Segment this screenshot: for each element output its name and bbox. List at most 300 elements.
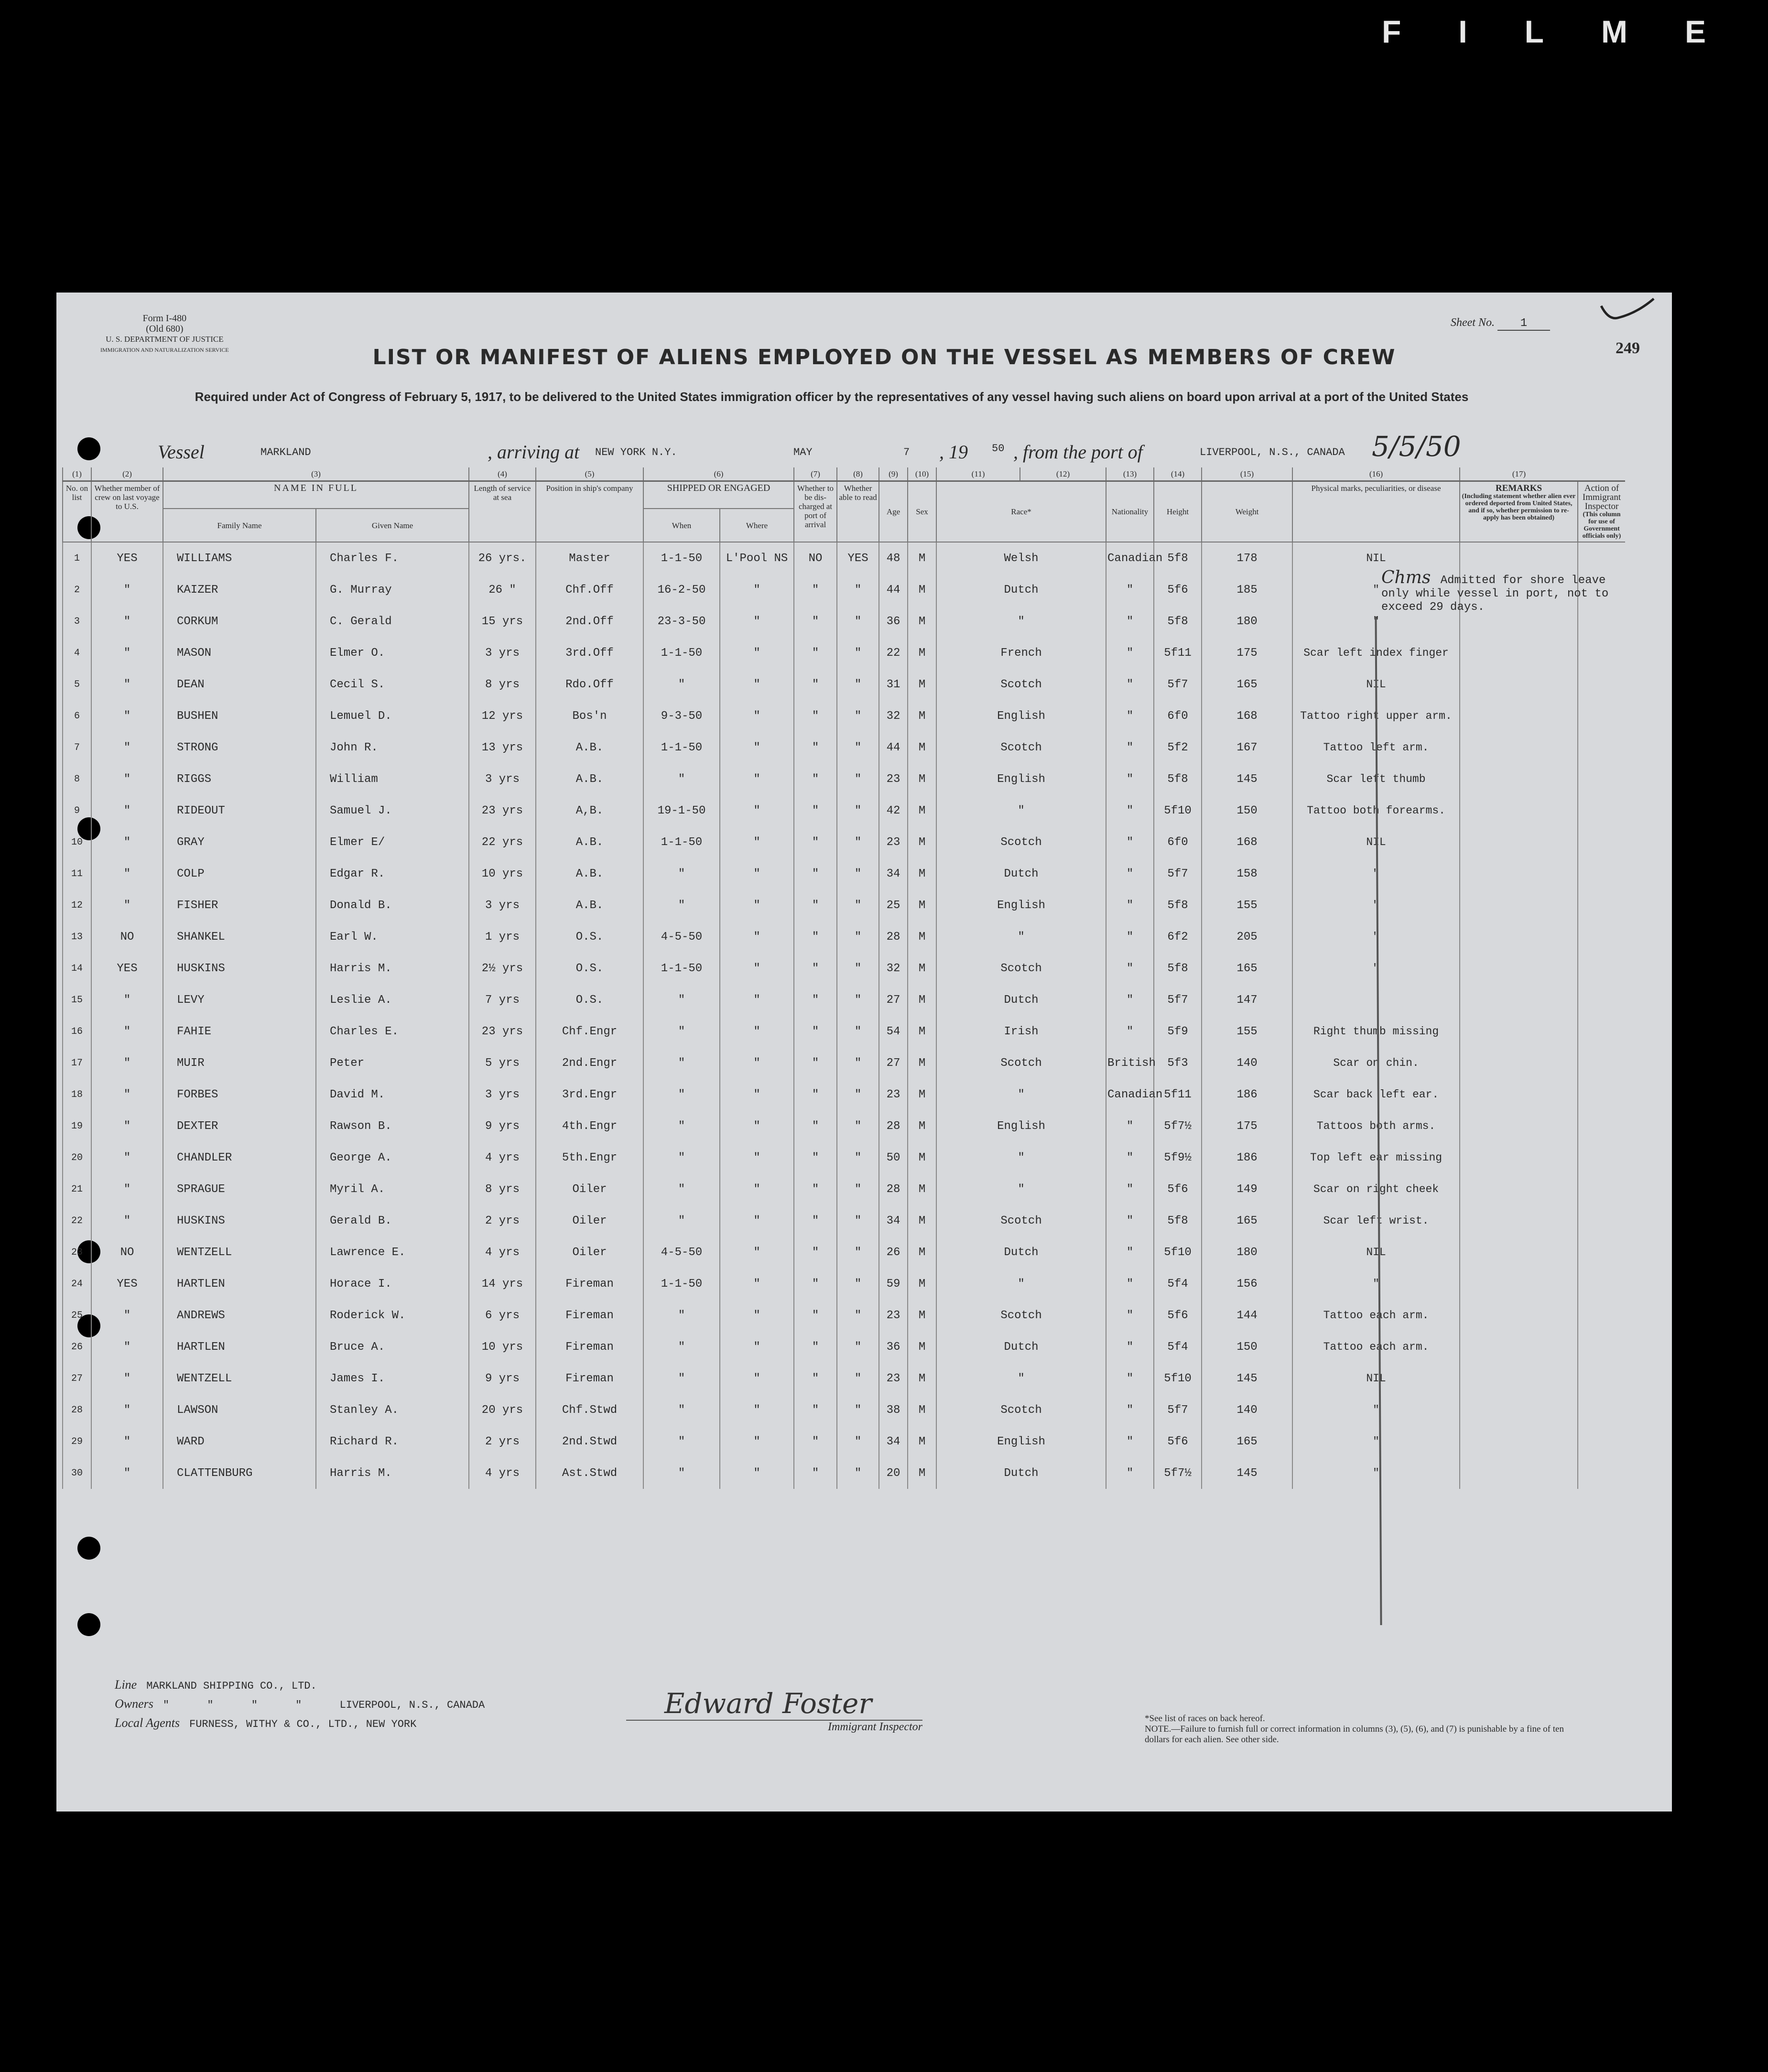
given-name: Lemuel D. bbox=[316, 700, 469, 732]
table-row bbox=[63, 953, 1625, 984]
col-num: (1) bbox=[63, 467, 91, 481]
shipped-when: " bbox=[643, 1394, 720, 1426]
remarks-cell bbox=[1460, 984, 1578, 1016]
row-number: 18 bbox=[63, 1079, 91, 1110]
discharged: " bbox=[794, 1016, 837, 1047]
last-voyage: " bbox=[91, 890, 163, 921]
height: 5f8 bbox=[1154, 542, 1202, 574]
row-number: 30 bbox=[63, 1457, 91, 1489]
remarks-cell bbox=[1460, 795, 1578, 826]
year-prefix: , 19 bbox=[939, 441, 968, 463]
position: Fireman bbox=[536, 1331, 643, 1363]
nationality: British bbox=[1106, 1047, 1154, 1079]
length-of-service: 26 yrs. bbox=[469, 542, 536, 574]
row-number: 9 bbox=[63, 795, 91, 826]
family-name: DEAN bbox=[163, 669, 316, 700]
table-row bbox=[63, 763, 1625, 795]
shipped-when: " bbox=[643, 669, 720, 700]
remarks-cell bbox=[1460, 1426, 1578, 1457]
table-row bbox=[63, 1142, 1625, 1173]
physical-marks: Scar back left ear. bbox=[1292, 1079, 1460, 1110]
punch-hole bbox=[77, 437, 100, 460]
last-voyage: " bbox=[91, 700, 163, 732]
shipped-where: " bbox=[720, 637, 794, 669]
able-to-read: " bbox=[837, 1331, 879, 1363]
inspector-cell bbox=[1578, 732, 1625, 763]
weight: 165 bbox=[1202, 1426, 1292, 1457]
weight: 168 bbox=[1202, 826, 1292, 858]
able-to-read: YES bbox=[837, 542, 879, 574]
row-number: 26 bbox=[63, 1331, 91, 1363]
given-name: Earl W. bbox=[316, 921, 469, 953]
given-name: William bbox=[316, 763, 469, 795]
able-to-read: " bbox=[837, 1457, 879, 1489]
weight: 167 bbox=[1202, 732, 1292, 763]
age: 31 bbox=[879, 669, 908, 700]
nationality: Canadian bbox=[1106, 542, 1154, 574]
sex: M bbox=[908, 763, 936, 795]
age: 50 bbox=[879, 1142, 908, 1173]
shipped-when: " bbox=[643, 1110, 720, 1142]
nationality: " bbox=[1106, 1363, 1154, 1394]
sex: M bbox=[908, 858, 936, 890]
height: 5f8 bbox=[1154, 606, 1202, 637]
sex: M bbox=[908, 953, 936, 984]
page-title: LIST OR MANIFEST OF ALIENS EMPLOYED ON THE VESSEL AS MEMBERS OF CREW bbox=[372, 345, 1396, 369]
shipped-where: " bbox=[720, 984, 794, 1016]
length-of-service: 2 yrs bbox=[469, 1205, 536, 1237]
race: " bbox=[936, 795, 1106, 826]
length-of-service: 4 yrs bbox=[469, 1142, 536, 1173]
last-voyage: NO bbox=[91, 1237, 163, 1268]
height: 5f2 bbox=[1154, 732, 1202, 763]
height: 6f2 bbox=[1154, 921, 1202, 953]
shipped-when: 4-5-50 bbox=[643, 1237, 720, 1268]
race: Scotch bbox=[936, 826, 1106, 858]
nationality: " bbox=[1106, 700, 1154, 732]
shipped-when: " bbox=[643, 1142, 720, 1173]
able-to-read: " bbox=[837, 1016, 879, 1047]
shipped-when: " bbox=[643, 1363, 720, 1394]
sex: M bbox=[908, 1268, 936, 1300]
height: 5f8 bbox=[1154, 763, 1202, 795]
age: 23 bbox=[879, 763, 908, 795]
header-age: Age bbox=[879, 481, 908, 542]
shipped-when: " bbox=[643, 1173, 720, 1205]
weight: 186 bbox=[1202, 1079, 1292, 1110]
inspector-cell bbox=[1578, 669, 1625, 700]
able-to-read: " bbox=[837, 1173, 879, 1205]
last-voyage: " bbox=[91, 606, 163, 637]
last-voyage: " bbox=[91, 795, 163, 826]
row-number: 2 bbox=[63, 574, 91, 606]
inspector-subtitle: (This column for use of Government officials only) bbox=[1582, 511, 1621, 540]
shipped-when: " bbox=[643, 1047, 720, 1079]
family-name: HARTLEN bbox=[163, 1331, 316, 1363]
last-voyage: " bbox=[91, 826, 163, 858]
family-name: SHANKEL bbox=[163, 921, 316, 953]
header-weight: Weight bbox=[1202, 481, 1292, 542]
position: A.B. bbox=[536, 826, 643, 858]
inspector-cell bbox=[1578, 1363, 1625, 1394]
arriving-label: , arriving at bbox=[488, 441, 580, 463]
discharged: " bbox=[794, 1110, 837, 1142]
sex: M bbox=[908, 669, 936, 700]
discharged: " bbox=[794, 984, 837, 1016]
arrival-port: NEW YORK N.Y. bbox=[595, 446, 677, 458]
shipped-where: " bbox=[720, 669, 794, 700]
row-number: 17 bbox=[63, 1047, 91, 1079]
table-row bbox=[63, 1047, 1625, 1079]
length-of-service: 23 yrs bbox=[469, 1016, 536, 1047]
weight: 156 bbox=[1202, 1268, 1292, 1300]
discharged: " bbox=[794, 953, 837, 984]
crew-manifest-table bbox=[62, 467, 1625, 1489]
given-name: George A. bbox=[316, 1142, 469, 1173]
position: Master bbox=[536, 542, 643, 574]
last-voyage: " bbox=[91, 1363, 163, 1394]
height: 5f7½ bbox=[1154, 1457, 1202, 1489]
physical-marks: Tattoo left arm. bbox=[1292, 732, 1460, 763]
sex: M bbox=[908, 1394, 936, 1426]
col-num: (9) bbox=[879, 467, 908, 481]
given-name: Richard R. bbox=[316, 1426, 469, 1457]
given-name: Edgar R. bbox=[316, 858, 469, 890]
length-of-service: 10 yrs bbox=[469, 858, 536, 890]
remarks-cell bbox=[1460, 1268, 1578, 1300]
length-of-service: 13 yrs bbox=[469, 732, 536, 763]
weight: 155 bbox=[1202, 1016, 1292, 1047]
position: Rdo.Off bbox=[536, 669, 643, 700]
shipped-where: " bbox=[720, 1142, 794, 1173]
physical-marks: " bbox=[1292, 953, 1460, 984]
weight: 165 bbox=[1202, 953, 1292, 984]
col-num: (8) bbox=[837, 467, 879, 481]
able-to-read: " bbox=[837, 890, 879, 921]
shipped-where: " bbox=[720, 1047, 794, 1079]
given-name: Cecil S. bbox=[316, 669, 469, 700]
height: 5f7 bbox=[1154, 858, 1202, 890]
position: Chf.Stwd bbox=[536, 1394, 643, 1426]
footer-fields bbox=[115, 1678, 688, 1735]
header-family-name: Family Name bbox=[163, 509, 316, 542]
table-row bbox=[63, 1394, 1625, 1426]
height: 5f7 bbox=[1154, 984, 1202, 1016]
shipped-where: " bbox=[720, 1426, 794, 1457]
race: Irish bbox=[936, 1016, 1106, 1047]
family-name: WILLIAMS bbox=[163, 542, 316, 574]
length-of-service: 3 yrs bbox=[469, 890, 536, 921]
last-voyage: " bbox=[91, 984, 163, 1016]
row-number: 5 bbox=[63, 669, 91, 700]
last-voyage: " bbox=[91, 574, 163, 606]
height: 5f10 bbox=[1154, 795, 1202, 826]
remarks-cell bbox=[1460, 1237, 1578, 1268]
able-to-read: " bbox=[837, 1110, 879, 1142]
position: 3rd.Off bbox=[536, 637, 643, 669]
given-name: Gerald B. bbox=[316, 1205, 469, 1237]
department-name: U. S. DEPARTMENT OF JUSTICE bbox=[106, 335, 224, 344]
row-number: 8 bbox=[63, 763, 91, 795]
shipped-where: " bbox=[720, 1331, 794, 1363]
family-name: BUSHEN bbox=[163, 700, 316, 732]
sheet-label: Sheet No. bbox=[1451, 316, 1495, 329]
height: 5f4 bbox=[1154, 1268, 1202, 1300]
inspector-label: Immigrant Inspector bbox=[828, 1721, 922, 1733]
nationality: " bbox=[1106, 1268, 1154, 1300]
height: 5f6 bbox=[1154, 1300, 1202, 1331]
length-of-service: 14 yrs bbox=[469, 1268, 536, 1300]
race: Scotch bbox=[936, 732, 1106, 763]
position: O.S. bbox=[536, 984, 643, 1016]
weight: 140 bbox=[1202, 1047, 1292, 1079]
discharged: " bbox=[794, 1173, 837, 1205]
weight: 185 bbox=[1202, 574, 1292, 606]
family-name: DEXTER bbox=[163, 1110, 316, 1142]
position: Chf.Off bbox=[536, 574, 643, 606]
able-to-read: " bbox=[837, 1047, 879, 1079]
physical-marks: NIL bbox=[1292, 1363, 1460, 1394]
nationality: " bbox=[1106, 826, 1154, 858]
last-voyage: " bbox=[91, 1110, 163, 1142]
shipped-when: " bbox=[643, 1079, 720, 1110]
remarks-cell bbox=[1460, 1331, 1578, 1363]
sheet-number-value: 1 bbox=[1497, 317, 1550, 331]
inspector-cell bbox=[1578, 1110, 1625, 1142]
row-number: 27 bbox=[63, 1363, 91, 1394]
race: Dutch bbox=[936, 1331, 1106, 1363]
nationality: " bbox=[1106, 1016, 1154, 1047]
nationality: " bbox=[1106, 637, 1154, 669]
given-name: Stanley A. bbox=[316, 1394, 469, 1426]
arrival-day: 7 bbox=[903, 446, 910, 458]
row-number: 14 bbox=[63, 953, 91, 984]
able-to-read: " bbox=[837, 763, 879, 795]
family-name: FISHER bbox=[163, 890, 316, 921]
height: 5f8 bbox=[1154, 953, 1202, 984]
shipped-when: 1-1-50 bbox=[643, 732, 720, 763]
physical-marks: " bbox=[1292, 574, 1460, 606]
height: 5f10 bbox=[1154, 1363, 1202, 1394]
table-row bbox=[63, 1268, 1625, 1300]
position: A.B. bbox=[536, 732, 643, 763]
weight: 165 bbox=[1202, 669, 1292, 700]
handwritten-date: 5/5/50 bbox=[1372, 430, 1461, 463]
sex: M bbox=[908, 1331, 936, 1363]
race: Scotch bbox=[936, 669, 1106, 700]
given-name: Rawson B. bbox=[316, 1110, 469, 1142]
able-to-read: " bbox=[837, 1268, 879, 1300]
row-number: 23 bbox=[63, 1237, 91, 1268]
length-of-service: 6 yrs bbox=[469, 1300, 536, 1331]
weight: 178 bbox=[1202, 542, 1292, 574]
vessel-label: Vessel bbox=[158, 441, 205, 463]
column-number-row bbox=[63, 467, 1625, 481]
height: 6f0 bbox=[1154, 700, 1202, 732]
sex: M bbox=[908, 795, 936, 826]
physical-marks: Scar on chin. bbox=[1292, 1047, 1460, 1079]
header-inspector-action bbox=[1578, 481, 1625, 542]
length-of-service: 2½ yrs bbox=[469, 953, 536, 984]
age: 34 bbox=[879, 858, 908, 890]
row-number: 28 bbox=[63, 1394, 91, 1426]
race: French bbox=[936, 637, 1106, 669]
checkmark-icon bbox=[1599, 296, 1656, 330]
row-number: 7 bbox=[63, 732, 91, 763]
discharged: NO bbox=[794, 542, 837, 574]
family-name: WARD bbox=[163, 1426, 316, 1457]
shipped-when: 9-3-50 bbox=[643, 700, 720, 732]
table-row bbox=[63, 1300, 1625, 1331]
family-name: FORBES bbox=[163, 1079, 316, 1110]
nationality: " bbox=[1106, 763, 1154, 795]
table-row bbox=[63, 1331, 1625, 1363]
inspector-cell bbox=[1578, 1457, 1625, 1489]
age: 34 bbox=[879, 1205, 908, 1237]
inspector-cell bbox=[1578, 1268, 1625, 1300]
header-where: Where bbox=[720, 509, 794, 542]
table-row bbox=[63, 795, 1625, 826]
col-num: (11) bbox=[936, 467, 1020, 481]
remarks-cell bbox=[1460, 700, 1578, 732]
inspector-signature: Edward Foster bbox=[626, 1687, 922, 1721]
given-name: Peter bbox=[316, 1047, 469, 1079]
vessel-row bbox=[158, 430, 1506, 464]
col-num: (6) bbox=[643, 467, 794, 481]
able-to-read: " bbox=[837, 637, 879, 669]
table-row bbox=[63, 637, 1625, 669]
nationality: " bbox=[1106, 1142, 1154, 1173]
nationality: " bbox=[1106, 1173, 1154, 1205]
length-of-service: 4 yrs bbox=[469, 1237, 536, 1268]
discharged: " bbox=[794, 700, 837, 732]
weight: 165 bbox=[1202, 1205, 1292, 1237]
sex: M bbox=[908, 732, 936, 763]
nationality: " bbox=[1106, 1331, 1154, 1363]
able-to-read: " bbox=[837, 574, 879, 606]
header-able-to-read: Whether able to read bbox=[837, 481, 879, 542]
col-num: (15) bbox=[1202, 467, 1292, 481]
remarks-cell bbox=[1460, 921, 1578, 953]
discharged: " bbox=[794, 1205, 837, 1237]
nationality: " bbox=[1106, 669, 1154, 700]
able-to-read: " bbox=[837, 826, 879, 858]
able-to-read: " bbox=[837, 1237, 879, 1268]
remarks-cell bbox=[1460, 732, 1578, 763]
family-name: WENTZELL bbox=[163, 1237, 316, 1268]
physical-marks: Scar left wrist. bbox=[1292, 1205, 1460, 1237]
discharged: " bbox=[794, 921, 837, 953]
shipped-when: " bbox=[643, 1016, 720, 1047]
race: " bbox=[936, 1363, 1106, 1394]
inspector-cell bbox=[1578, 1394, 1625, 1426]
weight: 140 bbox=[1202, 1394, 1292, 1426]
family-name: LEVY bbox=[163, 984, 316, 1016]
nationality: " bbox=[1106, 984, 1154, 1016]
age: 26 bbox=[879, 1237, 908, 1268]
age: 28 bbox=[879, 1110, 908, 1142]
sex: M bbox=[908, 1237, 936, 1268]
physical-marks: Tattoo right upper arm. bbox=[1292, 700, 1460, 732]
family-name: FAHIE bbox=[163, 1016, 316, 1047]
shipped-where: " bbox=[720, 574, 794, 606]
able-to-read: " bbox=[837, 984, 879, 1016]
table-row bbox=[63, 1016, 1625, 1047]
discharged: " bbox=[794, 732, 837, 763]
length-of-service: 20 yrs bbox=[469, 1394, 536, 1426]
given-name: Samuel J. bbox=[316, 795, 469, 826]
race: English bbox=[936, 1110, 1106, 1142]
nationality: Canadian bbox=[1106, 1079, 1154, 1110]
shipped-where: " bbox=[720, 1205, 794, 1237]
shipped-where: " bbox=[720, 1363, 794, 1394]
last-voyage: YES bbox=[91, 542, 163, 574]
row-number: 21 bbox=[63, 1173, 91, 1205]
header-no-on-list: No. on list bbox=[63, 481, 91, 542]
table-row bbox=[63, 858, 1625, 890]
header-position: Position in ship's company bbox=[536, 481, 643, 542]
sex: M bbox=[908, 606, 936, 637]
last-voyage: " bbox=[91, 1394, 163, 1426]
physical-marks: " bbox=[1292, 1268, 1460, 1300]
row-number: 10 bbox=[63, 826, 91, 858]
table-row bbox=[63, 732, 1625, 763]
inspector-cell bbox=[1578, 795, 1625, 826]
shipped-where: " bbox=[720, 1110, 794, 1142]
punch-hole bbox=[77, 1537, 100, 1560]
family-name: MASON bbox=[163, 637, 316, 669]
age: 38 bbox=[879, 1394, 908, 1426]
row-number: 12 bbox=[63, 890, 91, 921]
penalty-note: NOTE.—Failure to furnish full or correct information in columns (3), (5), (6), and (7) is punishable by a fine of ten dollars for each alien. See other side. bbox=[1145, 1724, 1564, 1745]
position: A.B. bbox=[536, 763, 643, 795]
shipped-where: " bbox=[720, 890, 794, 921]
shipped-when: 1-1-50 bbox=[643, 826, 720, 858]
height: 5f10 bbox=[1154, 1237, 1202, 1268]
sex: M bbox=[908, 890, 936, 921]
remarks-subtitle: (Including statement whether alien ever ordered deported from United States, and if so, whether permission to re-apply has been obtained) bbox=[1462, 493, 1576, 521]
position: 2nd.Engr bbox=[536, 1047, 643, 1079]
weight: 175 bbox=[1202, 637, 1292, 669]
remarks-cell bbox=[1460, 1079, 1578, 1110]
age: 59 bbox=[879, 1268, 908, 1300]
discharged: " bbox=[794, 1268, 837, 1300]
page-subtitle: Required under Act of Congress of February 5, 1917, to be delivered to the United States immigration officer by the representatives of any vessel having such aliens on board upon arrival at a port of the United States bbox=[195, 390, 1469, 404]
shipped-when: 4-5-50 bbox=[643, 921, 720, 953]
height: 5f8 bbox=[1154, 890, 1202, 921]
header-height: Height bbox=[1154, 481, 1202, 542]
physical-marks: " bbox=[1292, 921, 1460, 953]
header-length-of-service: Length of service at sea bbox=[469, 481, 536, 542]
height: 5f9 bbox=[1154, 1016, 1202, 1047]
shipped-where: " bbox=[720, 1173, 794, 1205]
sex: M bbox=[908, 826, 936, 858]
col-num: (17) bbox=[1460, 467, 1578, 481]
table-row bbox=[63, 1457, 1625, 1489]
col-num: (3) bbox=[163, 467, 469, 481]
height: 5f11 bbox=[1154, 1079, 1202, 1110]
given-name: Leslie A. bbox=[316, 984, 469, 1016]
form-number: Form I-480 bbox=[142, 313, 187, 324]
punch-hole bbox=[77, 1613, 100, 1636]
header-physical-marks: Physical marks, peculiarities, or disease bbox=[1292, 481, 1460, 542]
given-name: Bruce A. bbox=[316, 1331, 469, 1363]
length-of-service: 4 yrs bbox=[469, 1457, 536, 1489]
header-race: Race* bbox=[936, 481, 1106, 542]
nationality: " bbox=[1106, 1205, 1154, 1237]
shipped-where: " bbox=[720, 1016, 794, 1047]
weight: 168 bbox=[1202, 700, 1292, 732]
